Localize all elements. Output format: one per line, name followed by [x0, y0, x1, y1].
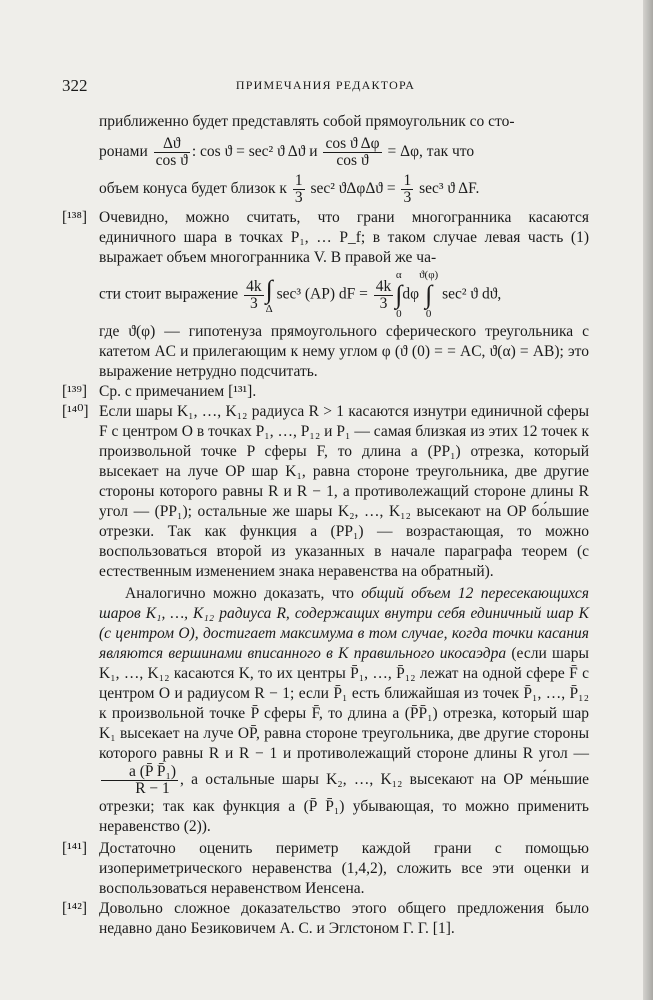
integral-lower-limit: 0 [425, 308, 432, 320]
note-number: [¹⁴⁰] [62, 403, 89, 420]
fraction-one-third [401, 173, 413, 206]
note-139 [62, 382, 589, 402]
note-text: sec² ϑ dϑ, [442, 285, 502, 303]
integral-upper-limit: α [395, 269, 402, 281]
fraction-4k-3 [374, 279, 394, 312]
fraction-numerator: cos ϑ Δφ [325, 135, 380, 152]
paragraph-text: Аналогично можно доказать, что [125, 585, 362, 602]
fraction-4k-3 [244, 279, 264, 312]
fraction-numerator: 4k [246, 277, 262, 295]
note-142 [62, 899, 589, 939]
fraction-denominator: R − 1 [135, 780, 170, 797]
intro-text: : cos ϑ = sec² ϑ Δϑ и [191, 143, 318, 161]
paragraph-text: (если шары K₁, …, K₁₂ касаются K, то их центры P̄₁, …, P̄₁₂ лежат на одной сфере F̄ с центром O и радиусом R − 1; если P̄₁ есть ближайшая из точек P̄₁, …, P̄₁₂ к произвольной точке P̄ сферы F̄, то длина a (P̄P̄₁) отрезка, который шар K₁ высекает на луче OP̄, равна стороне треугольника, две другие стороны которого равны R и R − 1 и противолежащий стороне длины R угол — [99, 645, 589, 762]
integral-upper-limit: ϑ(φ) [419, 269, 439, 281]
fraction-numerator: 1 [403, 172, 412, 189]
note-number: [¹³⁸] [62, 209, 88, 226]
fraction-numerator: 4k [375, 277, 392, 295]
integral-sign: α ∫ 0 [395, 269, 403, 320]
fraction-numerator: 1 [294, 172, 303, 189]
note-text: Очевидно, можно считать, что грани многогранника касаются единичного шара в точках P₁, … P_f; в таком случае левая часть (1) выражает объем многогранника V. В правой же ча- [99, 209, 589, 266]
note-formula [99, 270, 589, 320]
note-text: dφ [402, 285, 420, 303]
fraction-dtheta [154, 136, 190, 169]
integral-lower-limit: 0 [396, 308, 402, 320]
paragraph-analogous [62, 584, 589, 837]
note-text: Достаточно оценить периметр каждой грани с помощью изопериметрического неравенства (1,4,2), сложить все эти оценки и воспользоваться неравенством Иенсена. [99, 840, 589, 897]
page-body [62, 112, 589, 939]
fraction-numerator: a (P̄ P̄₁) [101, 764, 178, 781]
intro-line-1: приближенно будет представлять собой прямоугольник со сто- [99, 113, 515, 130]
intro-text: = Δφ, так что [387, 143, 475, 161]
fraction-denominator: cos ϑ [155, 152, 188, 169]
intro-text: объем конуса будет близок к [99, 180, 287, 198]
fraction-a-over-r-minus-1 [101, 764, 178, 797]
intro-line-2 [62, 136, 589, 169]
paragraph-text: , а остальные шары K₂, …, K₁₂ высекают на OP ме́ньшие отрезки; так как функция a (P̄ P̄₁) убывающая, то можно применить неравенство (2)). [99, 771, 589, 835]
fraction-denominator: 3 [379, 294, 388, 312]
note-number: [¹³⁹] [62, 383, 88, 400]
page-edge-shadow [643, 0, 653, 1000]
running-title: ПРИМЕЧАНИЯ РЕДАКТОРА [235, 78, 416, 92]
note-141 [62, 839, 589, 899]
fraction-denominator: 3 [403, 189, 412, 206]
note-number: [¹⁴²] [62, 900, 88, 917]
note-text: где ϑ(φ) — гипотенуза прямоугольного сферического треугольника с катетом AC и прилегающим к нему углом φ (ϑ (0) = = AC, ϑ(α) = AB); это выражение нетрудно подсчитать. [99, 323, 589, 380]
intro-text: sec³ ϑ ΔF. [419, 180, 480, 198]
intro-line-3 [62, 173, 589, 206]
fraction-denominator: 3 [249, 294, 258, 312]
note-text: sec³ (AP) dF = [276, 285, 368, 303]
note-text: Ср. с примечанием [¹³¹]. [99, 383, 257, 400]
integral-lower-limit: Δ [265, 302, 273, 315]
fraction-numerator: Δϑ [154, 136, 190, 153]
intro-text: ронами [99, 143, 148, 161]
fraction-one-third [293, 173, 305, 206]
note-140 [62, 402, 589, 582]
fraction-denominator: cos ϑ [336, 152, 369, 169]
note-number: [¹⁴¹] [62, 840, 88, 857]
fraction-denominator: 3 [294, 189, 303, 206]
fraction-cos-dphi [323, 136, 381, 169]
page-number: 322 [62, 76, 88, 95]
intro-text: sec² ϑΔφΔϑ = [310, 180, 396, 198]
note-138 [62, 208, 589, 382]
integral-sign: ϑ(φ) ∫ 0 [419, 269, 439, 320]
page-header [62, 76, 589, 98]
note-text: сти стоит выражение [99, 285, 239, 303]
paragraph-italic-text: общий объем 12 пересекающихся шаров K₁, …, K₁₂ радиуса R, содержащих внутри себя единичный шар K (с центром O), достигает максимума в том случае, когда точки касания являются вершинами вписанного в K правильного икосаэдра [99, 585, 589, 662]
note-text: Довольно сложное доказательство этого общего предложения было недавно дано Безиковичем А. С. и Эглстоном Г. Г. [1]. [99, 900, 589, 937]
note-text: Если шары K₁, …, K₁₂ радиуса R > 1 касаются изнутри единичной сферы F с центром O в точках P₁, …, P₁₂ и P₁ — самая близкая из этих 12 точек к произвольной точке P сферы F, то длина a (PP₁) отрезка, который высекает на луче OP шар K₁, равна стороне треугольника, две другие стороны которого равны R и R − 1, а противолежащий стороне длины R угол — (PP₁); остальные же шары K₂, …, K₁₂ высекают на OP бо́льшие отрезки. Так как функция a (PP₁) — возрастающая, то можно воспользоваться второй из указанных в начале параграфа теорем (с естественным изменением знака неравенства на обратный). [99, 403, 589, 580]
integral-sign: ∫ Δ [265, 274, 273, 315]
